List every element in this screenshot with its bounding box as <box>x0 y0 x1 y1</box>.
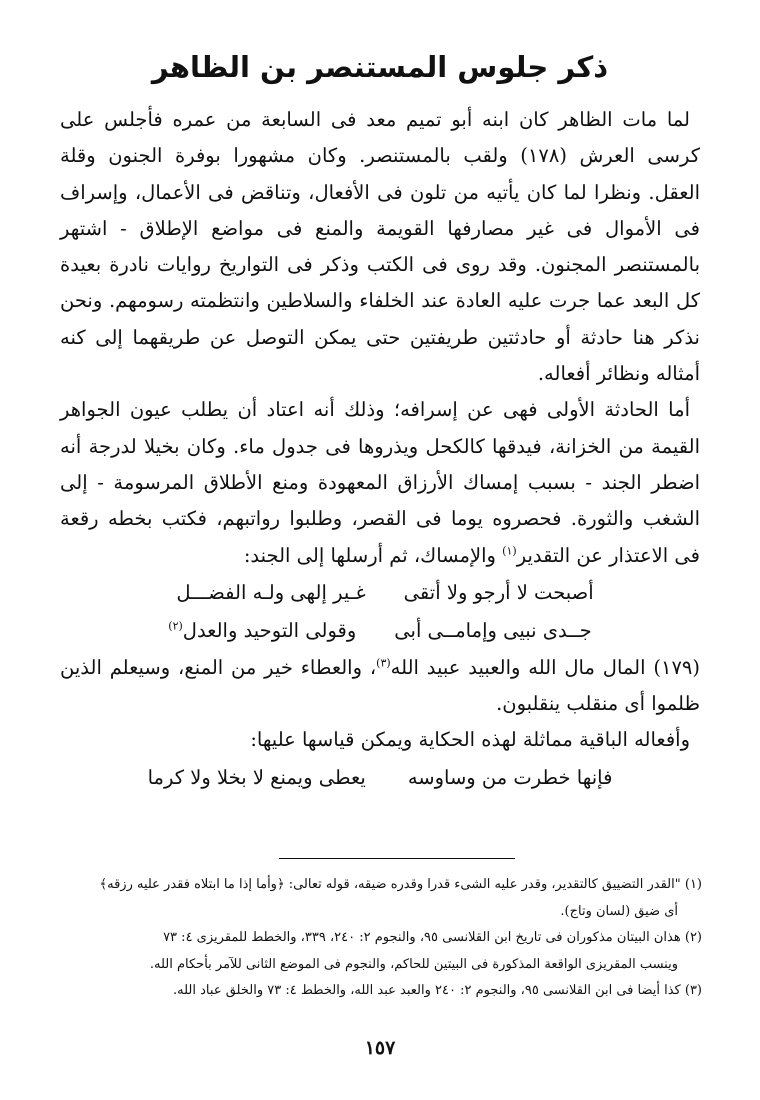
verse-2-hemistich-2: وقولى التوحيد والعدل <box>182 618 357 642</box>
footnote-2-continued: وينسب المقريزى الواقعة المذكورة فى البيتين للحاكم، والنجوم فى الموضع الثانى للآمر بأحكام الله. <box>149 956 678 972</box>
footnote-1: (١) "القدر التضييق كالتقدير، وقدر عليه الشىء قدرا وقدره ضيقه، قوله تعالى: ﴿وأما إذا ما ابتلاه فقدر عليه رزقه﴾ <box>99 877 702 892</box>
footnote-ref-2: (٢) <box>168 619 183 633</box>
verse-line-3 <box>60 759 700 797</box>
paragraph-2 <box>60 392 700 573</box>
verse-3-hemistich-1: فإنها خطرت من وساوسه <box>407 765 613 789</box>
paragraph-3-start: (١٧٩) المال مال الله والعبيد عبيد الله <box>390 655 700 679</box>
footnote-3: (٣) كذا أيضا فى ابن القلانسى ٩٥، والنجوم ٢: ٢٤٠ والعبد عبد الله، والخطط ٤: ٧٣ والخلق عباد الله. <box>173 983 702 998</box>
footnote-separator <box>279 858 515 859</box>
paragraph-2-end: والإمساك، ثم أرسلها إلى الجند: <box>243 543 496 567</box>
paragraph-3-end: ، والعطاء خير من المنع، وسيعلم الذين ظلموا أى منقلب ينقلبون. <box>60 655 700 716</box>
verse-line-2 <box>60 612 700 650</box>
verse-line-1 <box>60 574 700 612</box>
verse-2-hemistich-1: جــدى نبيى وإمامــى أبى <box>394 618 592 642</box>
paragraph-3 <box>60 650 700 723</box>
main-text <box>60 102 700 797</box>
verse-2-hemistich-2-wrap <box>168 612 356 650</box>
footnote-ref-3: (٣) <box>376 656 391 670</box>
footnote-ref-1: (١) <box>502 544 517 558</box>
page-title: ذكر جلوس المستنصر بن الظاهر <box>151 50 609 85</box>
verse-1-hemistich-1: أصبحت لا أرجو ولا أتقى <box>403 580 594 604</box>
paragraph-2-text: أما الحادثة الأولى فهى عن إسرافه؛ وذلك أنه اعتاد أن يطلب عيون الجواهر القيمة من الخزانة، فيدقها كالكحل ويذروها فى جدول ماء. وكان بخيلا لدرجة أنه اضطر الجند - بسبب إمساك الأرزاق المعهودة ومنع الأطلاق المرسومة - إلى الشغب والثورة. فحصروه يوما فى القصر، وطلبوا رواتبهم، فكتب بخطه رقعة فى الاعتذار عن التقدير <box>60 398 700 567</box>
paragraph-4: وأفعاله الباقية مماثلة لهذه الحكاية ويمكن قياسها عليها: <box>250 728 690 752</box>
footnotes <box>54 872 702 1005</box>
page-number: ١٥٧ <box>364 1037 396 1059</box>
verse-3-hemistich-2: يعطى ويمنع لا بخلا ولا كرما <box>147 765 366 789</box>
footnote-1-continued: أى ضيق (لسان وتاج). <box>560 903 678 919</box>
paragraph-1: لما مات الظاهر كان ابنه أبو تميم معد فى السابعة من عمره فأجلس على كرسى العرش (١٧٨) ولقب بالمستنصر. وكان مشهورا بوفرة الجنون وقلة العقل. ونظرا لما كان يأتيه من تلون فى الأفعال، وتناقض فى الأعمال، وإسراف فى الأموال فى غير مصارفها القويمة والمنع فى مواضع الإطلاق - اشتهر بالمستنصر المجنون. وقد روى فى الكتب وذكر فى التواريخ روايات نادرة بعيدة كل البعد عما جرت عليه العادة عند الخلفاء والسلاطين وانتظمته رسومهم. ونحن نذكر هنا حادثة أو حادثتين طريفتين حتى يمكن التوصل عن طريقهما إلى كنه أمثاله ونظائر أفعاله. <box>60 108 701 386</box>
verse-1-hemistich-2: غـير إلهى ولـه الفضـــل <box>176 580 366 604</box>
footnote-2: (٢) هذان البيتان مذكوران فى تاريخ ابن القلانسى ٩٥، والنجوم ٢: ٢٤٠، ٣٣٩، والخطط للمقريزى ٤: ٧٣ <box>163 930 702 945</box>
